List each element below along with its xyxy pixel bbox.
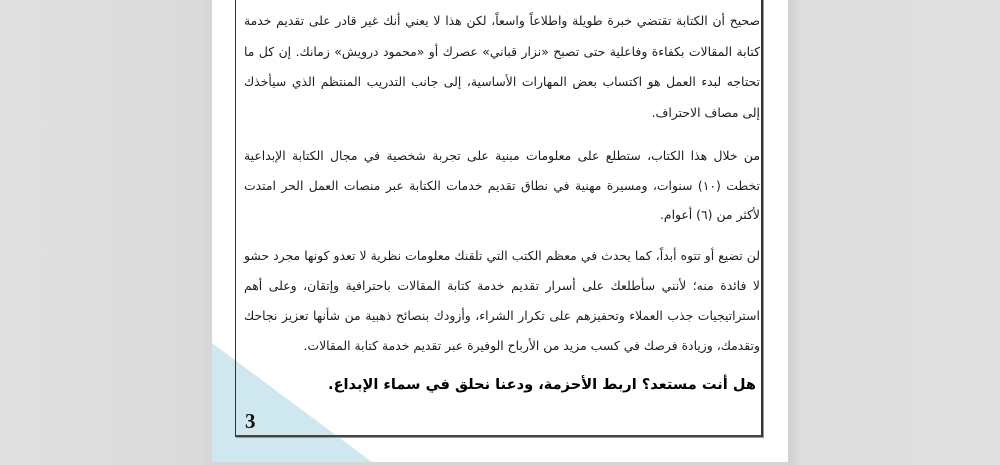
page-body — [244, 6, 760, 374]
document-page — [212, 0, 788, 462]
viewer-background-right — [788, 0, 1000, 465]
closing-line: هل أنت مستعد؟ اربط الأحزمة، ودعنا نحلق في سماء الإبداع. — [328, 376, 756, 393]
paragraph-1: صحيح أن الكتابة تقتضي خبرة طويلة واطلاعاً واسعاً، لكن هذا لا يعني أنك غير قادر على تقديم خدمة كتابة المقالات بكفاءة وفاعلية حتى تصبح «نزار قباني» عصرك أو «محمود درويش» زمانك. إن كل ما تحتاجه لبدء العمل هو اكتساب بعض المهارات الأساسية، إلى جانب التدريب المنتظم الذي سيأخذك إلى مصاف الاحتراف. — [244, 13, 760, 120]
paragraph-3: لن تضيع أو تتوه أبداً، كما يحدث في معظم الكتب التي تلقنك معلومات نظرية لا تعدو كونها مجرد حشو لا فائدة منه؛ لأنني سأطلعك على أسرار تقديم خدمة كتابة المقالات باحترافية وإتقان، وعلى أهم استراتيجيات جذب العملاء وتحفيزهم على تكرار الشراء، وأزودك بنصائح ذهبية من شأنها تعزيز نجاحك وتقدمك، وزيادة فرصك في كسب مزيد من الأرباح الوفيرة عبر تقديم خدمة كتابة المقالات. — [244, 247, 760, 353]
paragraph-2: من خلال هذا الكتاب، ستطلع على معلومات مبنية على تجربة شخصية في مجال الكتابة الإبداعية تخطت (١٠) سنوات، ومسيرة مهنية في نطاق تقديم خدمات الكتابة عبر منصات العمل الحر امتدت لأكثر من (٦) أعوام. — [244, 148, 760, 222]
page-number: 3 — [245, 409, 256, 433]
